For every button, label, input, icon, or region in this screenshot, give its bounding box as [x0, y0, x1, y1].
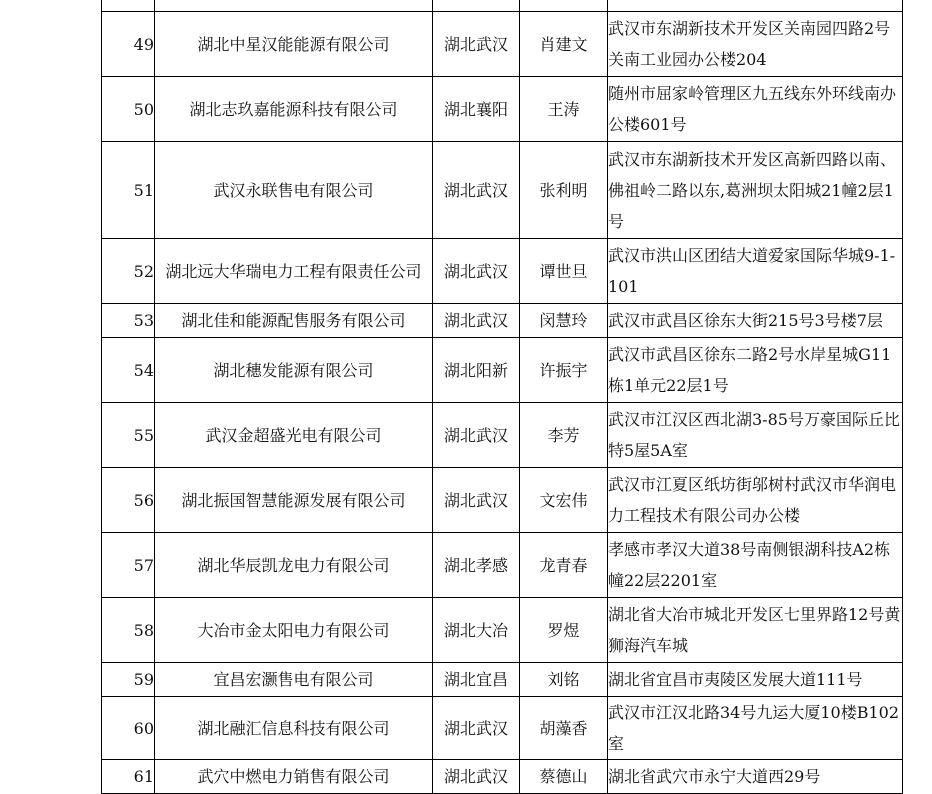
address: 孝感市孝汉大道38号南侧银湖科技A2栋幢22层2201室: [608, 533, 903, 598]
table-row: [102, 338, 903, 403]
row-number: 53: [102, 304, 155, 338]
region: 湖北宜昌: [433, 663, 520, 697]
contact-person: 刘铭: [520, 663, 608, 697]
company-name: 湖北振国智慧能源发展有限公司: [155, 468, 433, 533]
company-name: 湖北远大华瑞电力工程有限责任公司: [155, 239, 433, 304]
table-row: [102, 663, 903, 697]
region: 湖北武汉: [433, 403, 520, 468]
address: 随州市屈家岭管理区九五线东外环线南办公楼601号: [608, 77, 903, 142]
region: 湖北孝感: [433, 533, 520, 598]
region: 湖北阳新: [433, 338, 520, 403]
contact-person: 谭世旦: [520, 239, 608, 304]
contact-person: 许振宇: [520, 338, 608, 403]
address: 湖北省武穴市永宁大道西29号: [608, 760, 903, 794]
company-name: 湖北中星汉能能源有限公司: [155, 12, 433, 77]
region: 湖北武汉: [433, 760, 520, 794]
table-row-partial: [102, 0, 903, 12]
contact-person: 文宏伟: [520, 468, 608, 533]
table-row: [102, 304, 903, 338]
table-row: [102, 533, 903, 598]
table-row: [102, 598, 903, 663]
contact-person: 肖建文: [520, 12, 608, 77]
address: 湖北省大冶市城北开发区七里界路12号黄狮海汽车城: [608, 598, 903, 663]
address: 武汉市江夏区纸坊街邬树村武汉市华润电力工程技术有限公司办公楼: [608, 468, 903, 533]
row-number: 58: [102, 598, 155, 663]
region: 湖北武汉: [433, 468, 520, 533]
table-row: [102, 12, 903, 77]
address: 武汉市江汉区西北湖3-85号万豪国际丘比特5屋5A室: [608, 403, 903, 468]
row-number: 52: [102, 239, 155, 304]
table-row: [102, 77, 903, 142]
row-number: 49: [102, 12, 155, 77]
address: 武汉市江汉北路34号九运大厦10楼B102室: [608, 697, 903, 760]
region: 湖北武汉: [433, 304, 520, 338]
contact-person: 罗煜: [520, 598, 608, 663]
company-table: [101, 0, 903, 794]
region: 湖北大冶: [433, 598, 520, 663]
contact-person: 闵慧玲: [520, 304, 608, 338]
company-name: 湖北志玖嘉能源科技有限公司: [155, 77, 433, 142]
region: 湖北武汉: [433, 239, 520, 304]
address: 武汉市东湖新技术开发区高新四路以南、佛祖岭二路以东,葛洲坝太阳城21幢2层1号: [608, 142, 903, 239]
address: 湖北省宜昌市夷陵区发展大道111号: [608, 663, 903, 697]
row-number: 61: [102, 760, 155, 794]
row-number: 59: [102, 663, 155, 697]
row-number: 60: [102, 697, 155, 760]
row-number: 54: [102, 338, 155, 403]
address: 武汉市武昌区徐东二路2号水岸星城G11栋1单元22层1号: [608, 338, 903, 403]
company-name: 大冶市金太阳电力有限公司: [155, 598, 433, 663]
address: 武汉市武昌区徐东大街215号3号楼7层: [608, 304, 903, 338]
table-row: [102, 697, 903, 760]
row-number: 56: [102, 468, 155, 533]
contact-person: 蔡德山: [520, 760, 608, 794]
company-name: 武穴中燃电力销售有限公司: [155, 760, 433, 794]
table-row: [102, 760, 903, 794]
table-row: [102, 403, 903, 468]
company-name: 湖北华辰凯龙电力有限公司: [155, 533, 433, 598]
company-name: 宜昌宏灏售电有限公司: [155, 663, 433, 697]
table-row: [102, 142, 903, 239]
company-name: 湖北穗发能源有限公司: [155, 338, 433, 403]
row-number: 50: [102, 77, 155, 142]
table-row: [102, 468, 903, 533]
company-name: 湖北融汇信息科技有限公司: [155, 697, 433, 760]
region: 湖北襄阳: [433, 77, 520, 142]
company-name: 武汉金超盛光电有限公司: [155, 403, 433, 468]
region: 湖北武汉: [433, 697, 520, 760]
row-number: 55: [102, 403, 155, 468]
contact-person: 张利明: [520, 142, 608, 239]
contact-person: 龙青春: [520, 533, 608, 598]
region: 湖北武汉: [433, 12, 520, 77]
address: 武汉市东湖新技术开发区关南园四路2号关南工业园办公楼204: [608, 12, 903, 77]
table-row: [102, 239, 903, 304]
contact-person: 胡藻香: [520, 697, 608, 760]
contact-person: 李芳: [520, 403, 608, 468]
row-number: 51: [102, 142, 155, 239]
region: 湖北武汉: [433, 142, 520, 239]
company-name: 武汉永联售电有限公司: [155, 142, 433, 239]
company-name: 湖北佳和能源配售服务有限公司: [155, 304, 433, 338]
row-number: 57: [102, 533, 155, 598]
address: 武汉市洪山区团结大道爱家国际华城9-1-101: [608, 239, 903, 304]
contact-person: 王涛: [520, 77, 608, 142]
